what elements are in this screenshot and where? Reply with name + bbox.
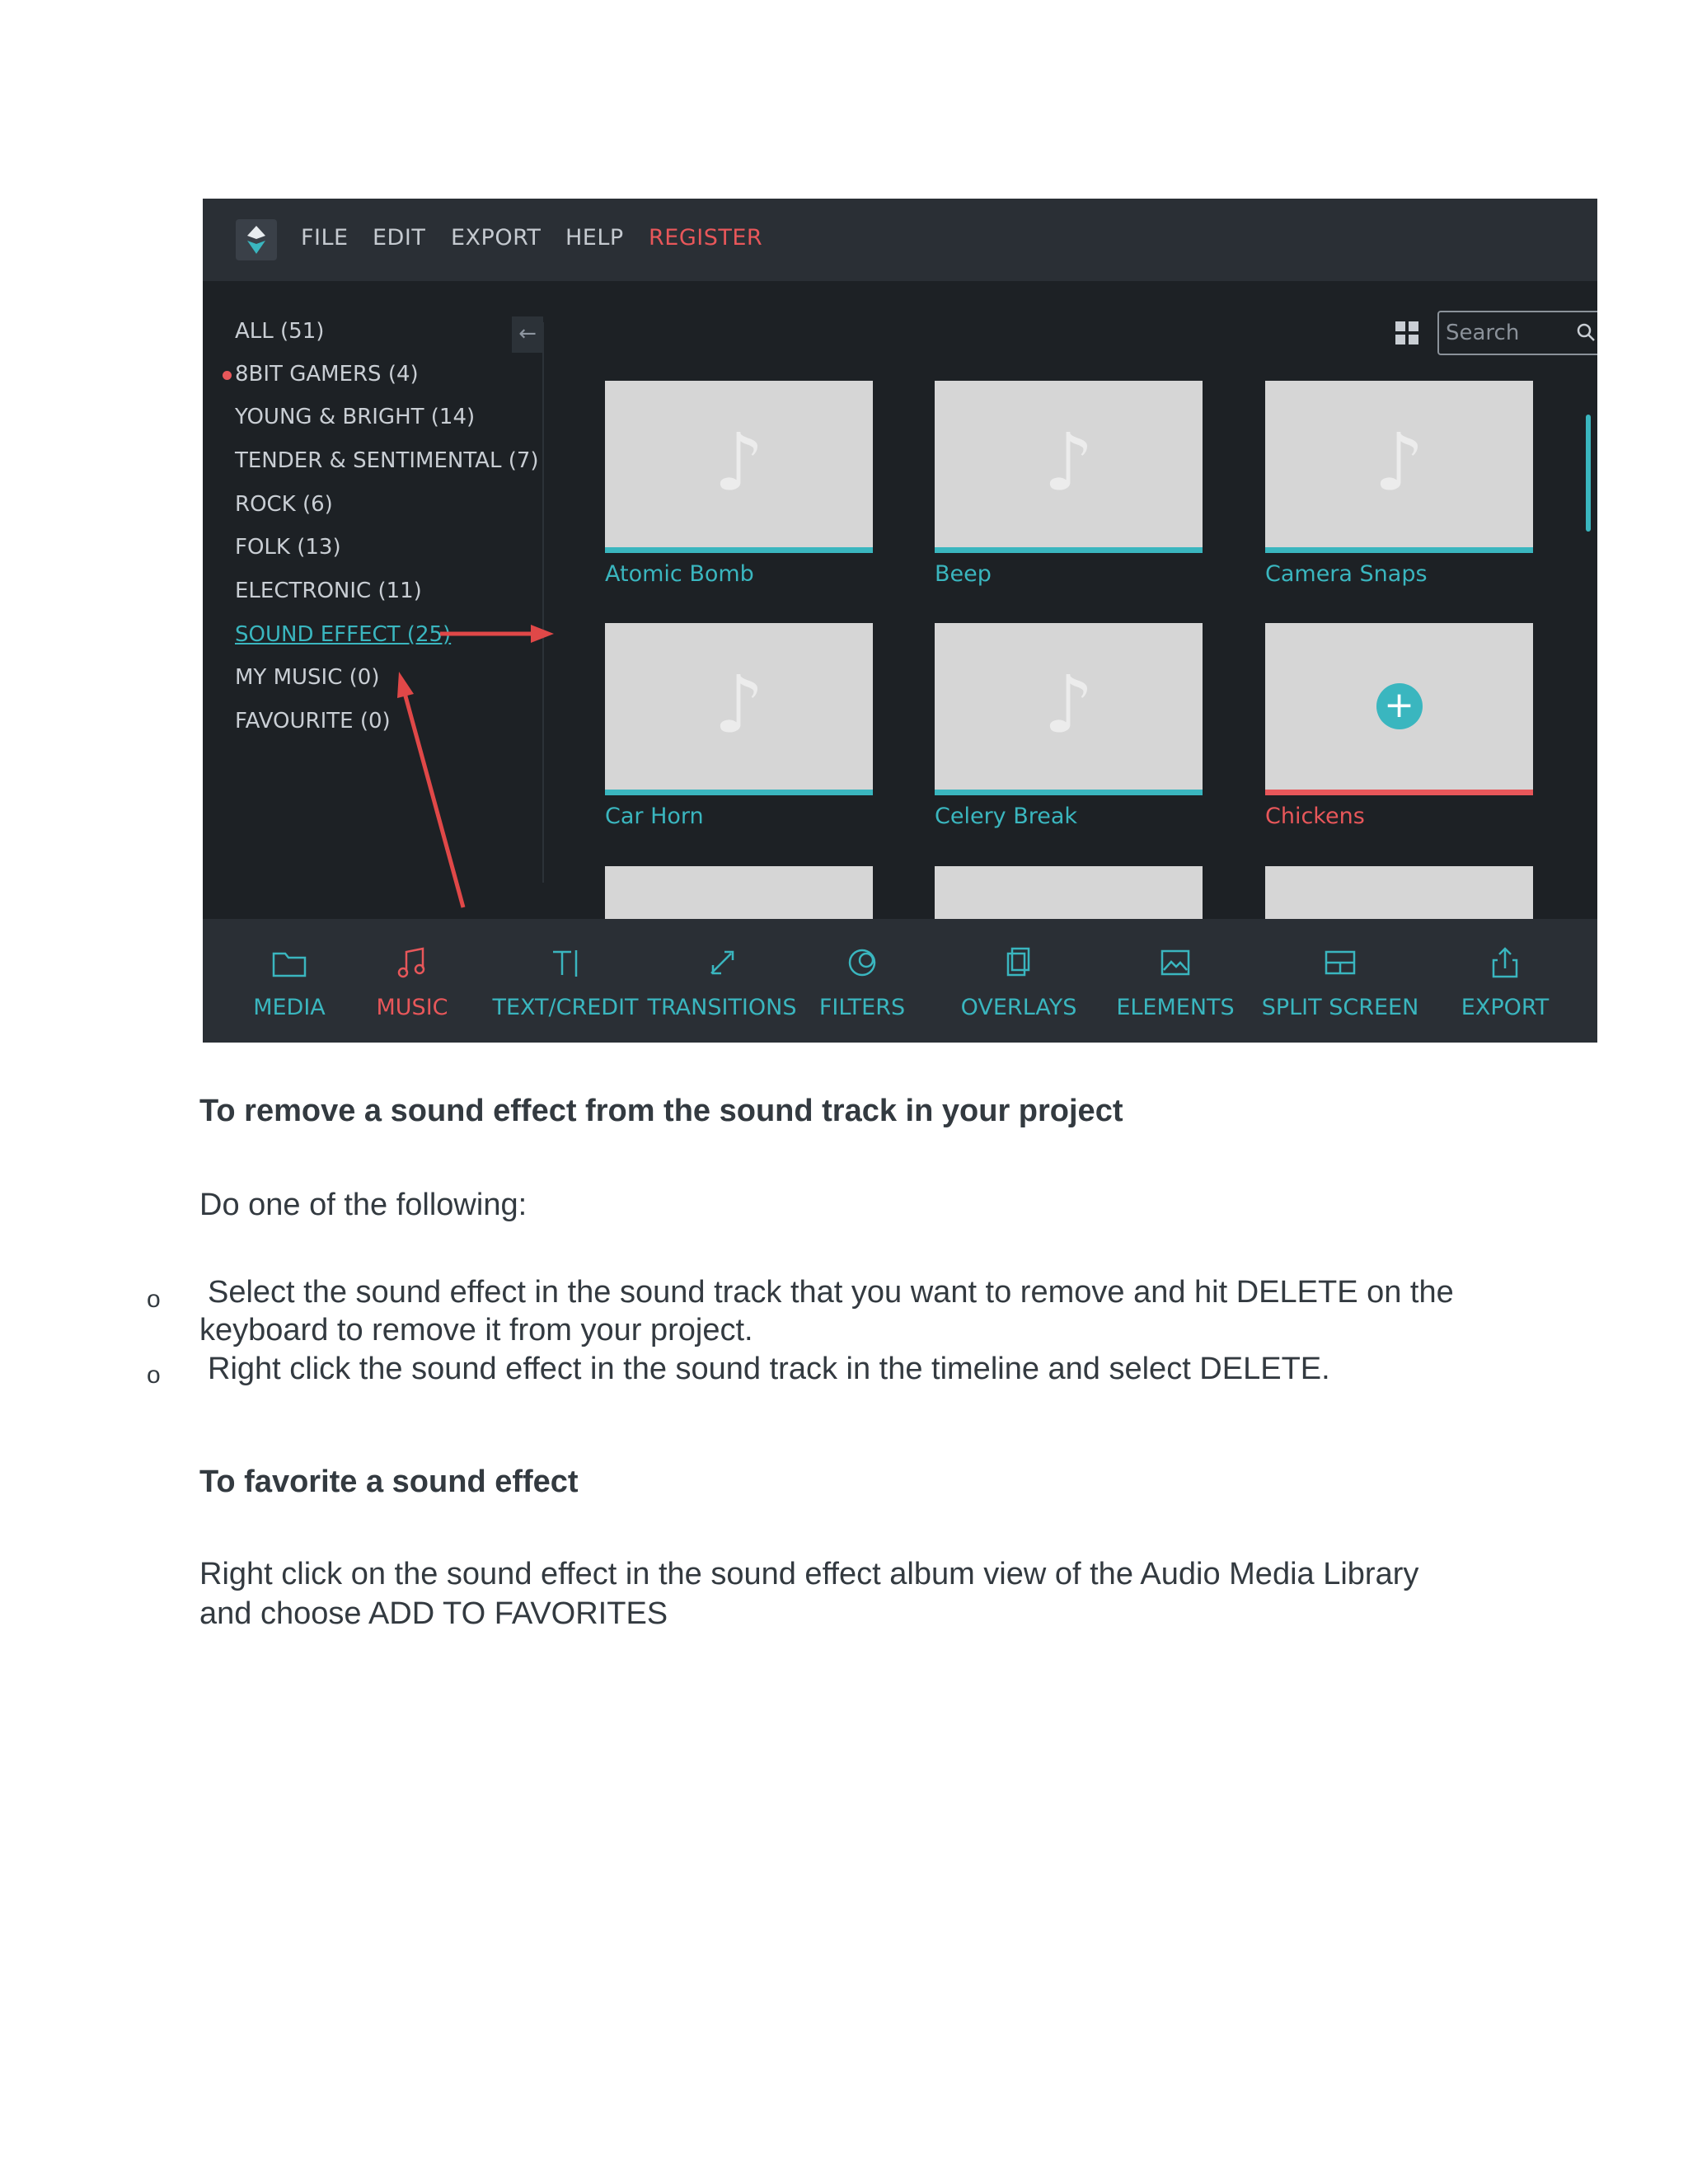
category-8bit-gamers[interactable]: 8BIT GAMERS (4) [235, 362, 419, 387]
category-tender-sentimental[interactable]: TENDER & SENTIMENTAL (7) [235, 448, 539, 473]
bullet-item: Select the sound effect in the sound track that you want to remove and hit DELETE on the keyboard to remove it from your project. [199, 1275, 1454, 1347]
tool-label-filters: FILTERS [818, 995, 906, 1020]
tool-label-export: EXPORT [1461, 995, 1550, 1020]
sound-tile-atomic-bomb[interactable] [605, 381, 873, 553]
intro-paragraph: Do one of the following: [199, 1188, 528, 1222]
split-screen-icon [1320, 942, 1361, 983]
category-all[interactable]: ALL (51) [235, 319, 325, 344]
tile-label-celery-break: Celery Break [935, 804, 1078, 829]
app-logo-icon[interactable] [236, 219, 277, 260]
bottom-toolbar [203, 919, 1597, 1043]
menu-export[interactable]: EXPORT [451, 225, 542, 251]
sidebar-divider [542, 322, 544, 883]
text-cursor-icon [545, 942, 586, 983]
sound-tile-partial[interactable] [935, 866, 1203, 919]
menu-edit[interactable]: EDIT [373, 225, 426, 251]
category-sound-effect[interactable]: SOUND EFFECT (25) [235, 622, 452, 647]
search-input[interactable] [1444, 319, 1571, 347]
tool-label-elements: ELEMENTS [1116, 995, 1235, 1020]
menu-register[interactable]: REGISTER [649, 225, 763, 251]
music-note-icon: ♪ [713, 416, 765, 509]
search-icon[interactable] [1576, 322, 1596, 342]
category-young-bright[interactable]: YOUNG & BRIGHT (14) [235, 405, 476, 429]
tool-label-overlays: OVERLAYS [960, 995, 1077, 1020]
tool-media[interactable] [236, 919, 343, 1043]
share-export-icon [1484, 942, 1526, 983]
tool-overlays[interactable] [957, 919, 1081, 1043]
tool-label-transitions: TRANSITIONS [647, 995, 797, 1020]
grid-view-icon[interactable] [1395, 321, 1420, 346]
sound-tile-chickens[interactable] [1265, 623, 1533, 795]
tool-split-screen[interactable] [1258, 919, 1423, 1043]
overlays-icon [998, 942, 1039, 983]
menu-file[interactable]: FILE [301, 225, 349, 251]
favorite-paragraph: Right click on the sound effect in the sound effect album view of the Audio Media Library and choose ADD TO FAVORITES [199, 1557, 1419, 1631]
search-box [1437, 311, 1597, 355]
tool-music[interactable] [363, 919, 462, 1043]
sound-tile-celery-break[interactable] [935, 623, 1203, 795]
sound-tile-camera-snaps[interactable] [1265, 381, 1533, 553]
music-note-icon: ♪ [1373, 416, 1425, 509]
tile-label-atomic-bomb: Atomic Bomb [605, 561, 754, 587]
tool-label-split-screen: SPLIT SCREEN [1261, 995, 1419, 1020]
collapse-sidebar-button[interactable] [512, 316, 543, 353]
image-icon [1155, 942, 1196, 983]
tool-transitions[interactable] [647, 919, 797, 1043]
tile-label-beep: Beep [935, 561, 992, 587]
music-note-icon: ♪ [1043, 416, 1095, 509]
music-note-icon: ♪ [713, 658, 765, 752]
new-indicator-dot [223, 371, 232, 380]
tile-label-chickens: Chickens [1265, 804, 1365, 829]
category-my-music[interactable]: MY MUSIC (0) [235, 665, 380, 690]
tool-text-credit[interactable] [492, 919, 639, 1043]
heading-remove-sound-effect: To remove a sound effect from the sound track in your project [199, 1094, 1123, 1128]
tool-label-text-credit: TEXT/CREDIT [492, 995, 639, 1020]
music-note-icon [392, 942, 433, 983]
tool-filters[interactable] [809, 919, 916, 1043]
category-electronic[interactable]: ELECTRONIC (11) [235, 579, 422, 603]
tile-label-car-horn: Car Horn [605, 804, 704, 829]
tool-label-media: MEDIA [253, 995, 326, 1020]
bullet-item: Right click the sound effect in the sound track in the timeline and select DELETE. [208, 1352, 1330, 1386]
media-scrollbar[interactable] [1586, 415, 1591, 532]
category-rock[interactable]: ROCK (6) [235, 492, 333, 517]
sound-tile-partial[interactable] [1265, 866, 1533, 919]
tool-elements[interactable] [1109, 919, 1241, 1043]
heading-favorite-sound-effect: To favorite a sound effect [199, 1465, 579, 1499]
tool-export[interactable] [1451, 919, 1559, 1043]
bullet-marker: o [147, 1361, 161, 1389]
menu-help[interactable]: HELP [565, 225, 624, 251]
filters-icon [842, 942, 883, 983]
music-note-icon: ♪ [1043, 658, 1095, 752]
sound-tile-car-horn[interactable] [605, 623, 873, 795]
transitions-icon [701, 942, 743, 983]
tool-label-music: MUSIC [376, 995, 448, 1020]
app-screenshot [203, 199, 1597, 1043]
arrow-left-icon: ← [518, 321, 537, 346]
sound-tile-partial[interactable] [605, 866, 873, 919]
category-favourite[interactable]: FAVOURITE (0) [235, 709, 391, 733]
bullet-marker: o [147, 1286, 161, 1313]
tile-label-camera-snaps: Camera Snaps [1265, 561, 1428, 587]
folder-icon [269, 942, 310, 983]
category-folk[interactable]: FOLK (13) [235, 535, 341, 560]
add-plus-icon[interactable]: + [1376, 683, 1423, 729]
menu-bar [203, 199, 1597, 281]
sound-tile-beep[interactable] [935, 381, 1203, 553]
